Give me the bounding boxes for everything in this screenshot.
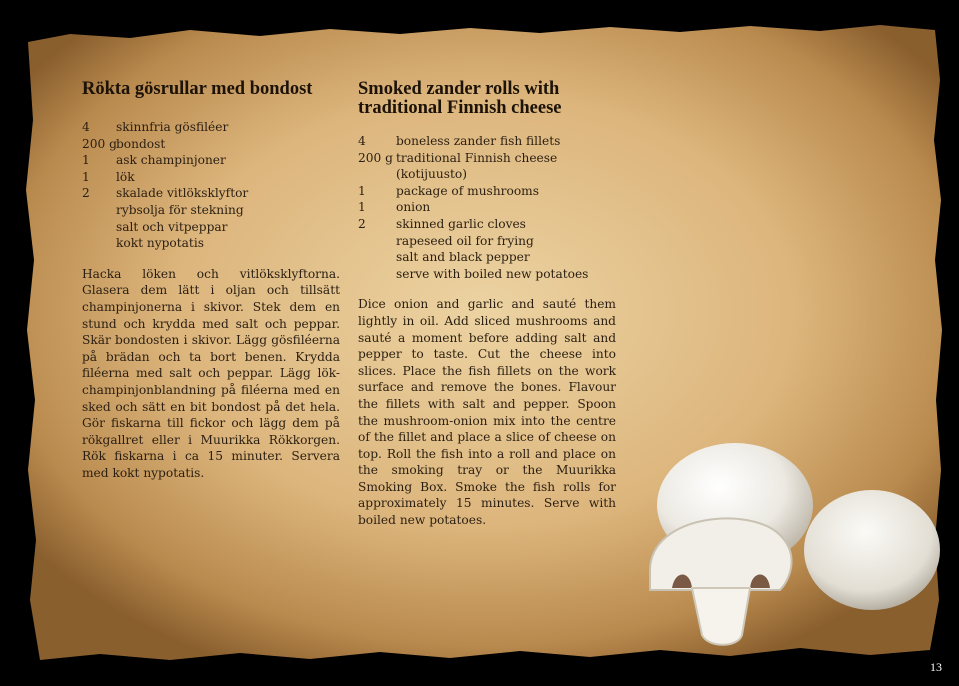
ingredient-quantity: 2: [358, 216, 366, 231]
ingredient-item: [358, 133, 616, 150]
english-method: Dice onion and garlic and sauté them lightly in oil. Add sliced mushrooms and sauté a moment before adding salt and pepper to taste. Cut the cheese into slices. Place the fish fillets on the work surface and remove the bones. Flavour the fillets with salt and pepper. Spoon the mushroom-onion mix into the centre of the fillet and place a slice of cheese on top. Roll the fish into a roll and place on the smoking tray or the Muurikka Smoking Box. Smoke the fish rolls for approximately 15 minutes. Serve with boiled new potatoes.: [358, 297, 616, 528]
ingredient-quantity: 200 g: [82, 136, 117, 151]
mushrooms-photo: [630, 420, 950, 670]
swedish-method: Hacka löken och vitlöksklyftorna. Glasera dem lätt i oljan och tillsätt champinjonerna i skivor. Stek dem en stund och krydda med salt och peppar. Skär bondosten i skivor. Lägg gösfiléerna på brädan och ta bort benen. Krydda filéerna med salt och peppar. Lägg lök-champinjonblandning på filéerna med en sked och sätt en bit bondost på det hela. Gör fiskarna till fickor och lägg dem på rökgallret eller i Muurikka Rökkorgen. Rök fiskarna i ca 15 minuter. Servera med kokt nypotatis.: [82, 266, 340, 480]
swedish-recipe: [82, 80, 340, 481]
ingredient-item: [358, 266, 616, 283]
ingredient-item: [358, 150, 616, 167]
ingredient-item: [82, 185, 340, 202]
page-number: 13: [930, 660, 942, 674]
english-title-line-1: Smoked zander rolls with: [358, 79, 560, 99]
mushroom-whole-right: [804, 490, 940, 610]
ingredient-name: skalade vitlöksklyftor: [116, 186, 249, 201]
ingredient-quantity: 4: [358, 134, 366, 148]
ingredient-name: salt och vitpeppar: [116, 219, 228, 234]
ingredient-name: salt and black pepper: [396, 250, 530, 265]
ingredient-name: rybsolja för stekning: [116, 202, 244, 217]
english-title: [358, 80, 616, 118]
ingredient-quantity: 2: [82, 186, 90, 201]
ingredient-item: [358, 233, 616, 250]
ingredient-item: [358, 199, 616, 216]
ingredient-name: skinnfria gösfiléer: [116, 120, 229, 134]
english-ingredient-list: [358, 133, 616, 282]
ingredient-item: [82, 119, 340, 136]
ingredient-name: bondost: [116, 136, 166, 151]
ingredient-name: package of mushrooms: [396, 183, 539, 198]
ingredient-name: ask champinjoner: [116, 153, 226, 168]
ingredient-item: [82, 169, 340, 186]
ingredient-name: lök: [116, 169, 135, 184]
ingredient-item: [82, 136, 340, 153]
ingredient-quantity: 1: [82, 169, 90, 184]
english-title-line-2: traditional Finnish cheese: [358, 98, 562, 118]
ingredient-name: (kotijuusto): [396, 167, 467, 182]
ingredient-name: skinned garlic cloves: [396, 216, 526, 231]
ingredient-item: [82, 202, 340, 219]
ingredient-quantity: 1: [358, 200, 366, 215]
ingredient-name: onion: [396, 200, 431, 215]
english-recipe: [358, 80, 616, 529]
ingredient-name: boneless zander fish fillets: [396, 134, 561, 148]
ingredient-item: [358, 183, 616, 200]
mushroom-half-cut: [650, 518, 792, 644]
ingredient-item: [82, 152, 340, 169]
ingredient-name: traditional Finnish cheese: [396, 150, 558, 165]
ingredient-quantity: 200 g: [358, 150, 393, 165]
ingredient-quantity: 1: [82, 153, 90, 168]
ingredient-item: [358, 216, 616, 233]
ingredient-item: [82, 219, 340, 236]
ingredient-name: rapeseed oil for frying: [396, 233, 534, 248]
ingredient-quantity: 4: [82, 120, 90, 134]
ingredient-item: [358, 166, 616, 183]
ingredient-quantity: 1: [358, 183, 366, 198]
ingredient-name: kokt nypotatis: [116, 236, 204, 251]
ingredient-item: [358, 249, 616, 266]
swedish-title: Rökta gösrullar med bondost: [82, 79, 313, 99]
ingredient-item: [82, 235, 340, 252]
swedish-ingredient-list: [82, 119, 340, 252]
ingredient-name: serve with boiled new potatoes: [396, 266, 589, 281]
